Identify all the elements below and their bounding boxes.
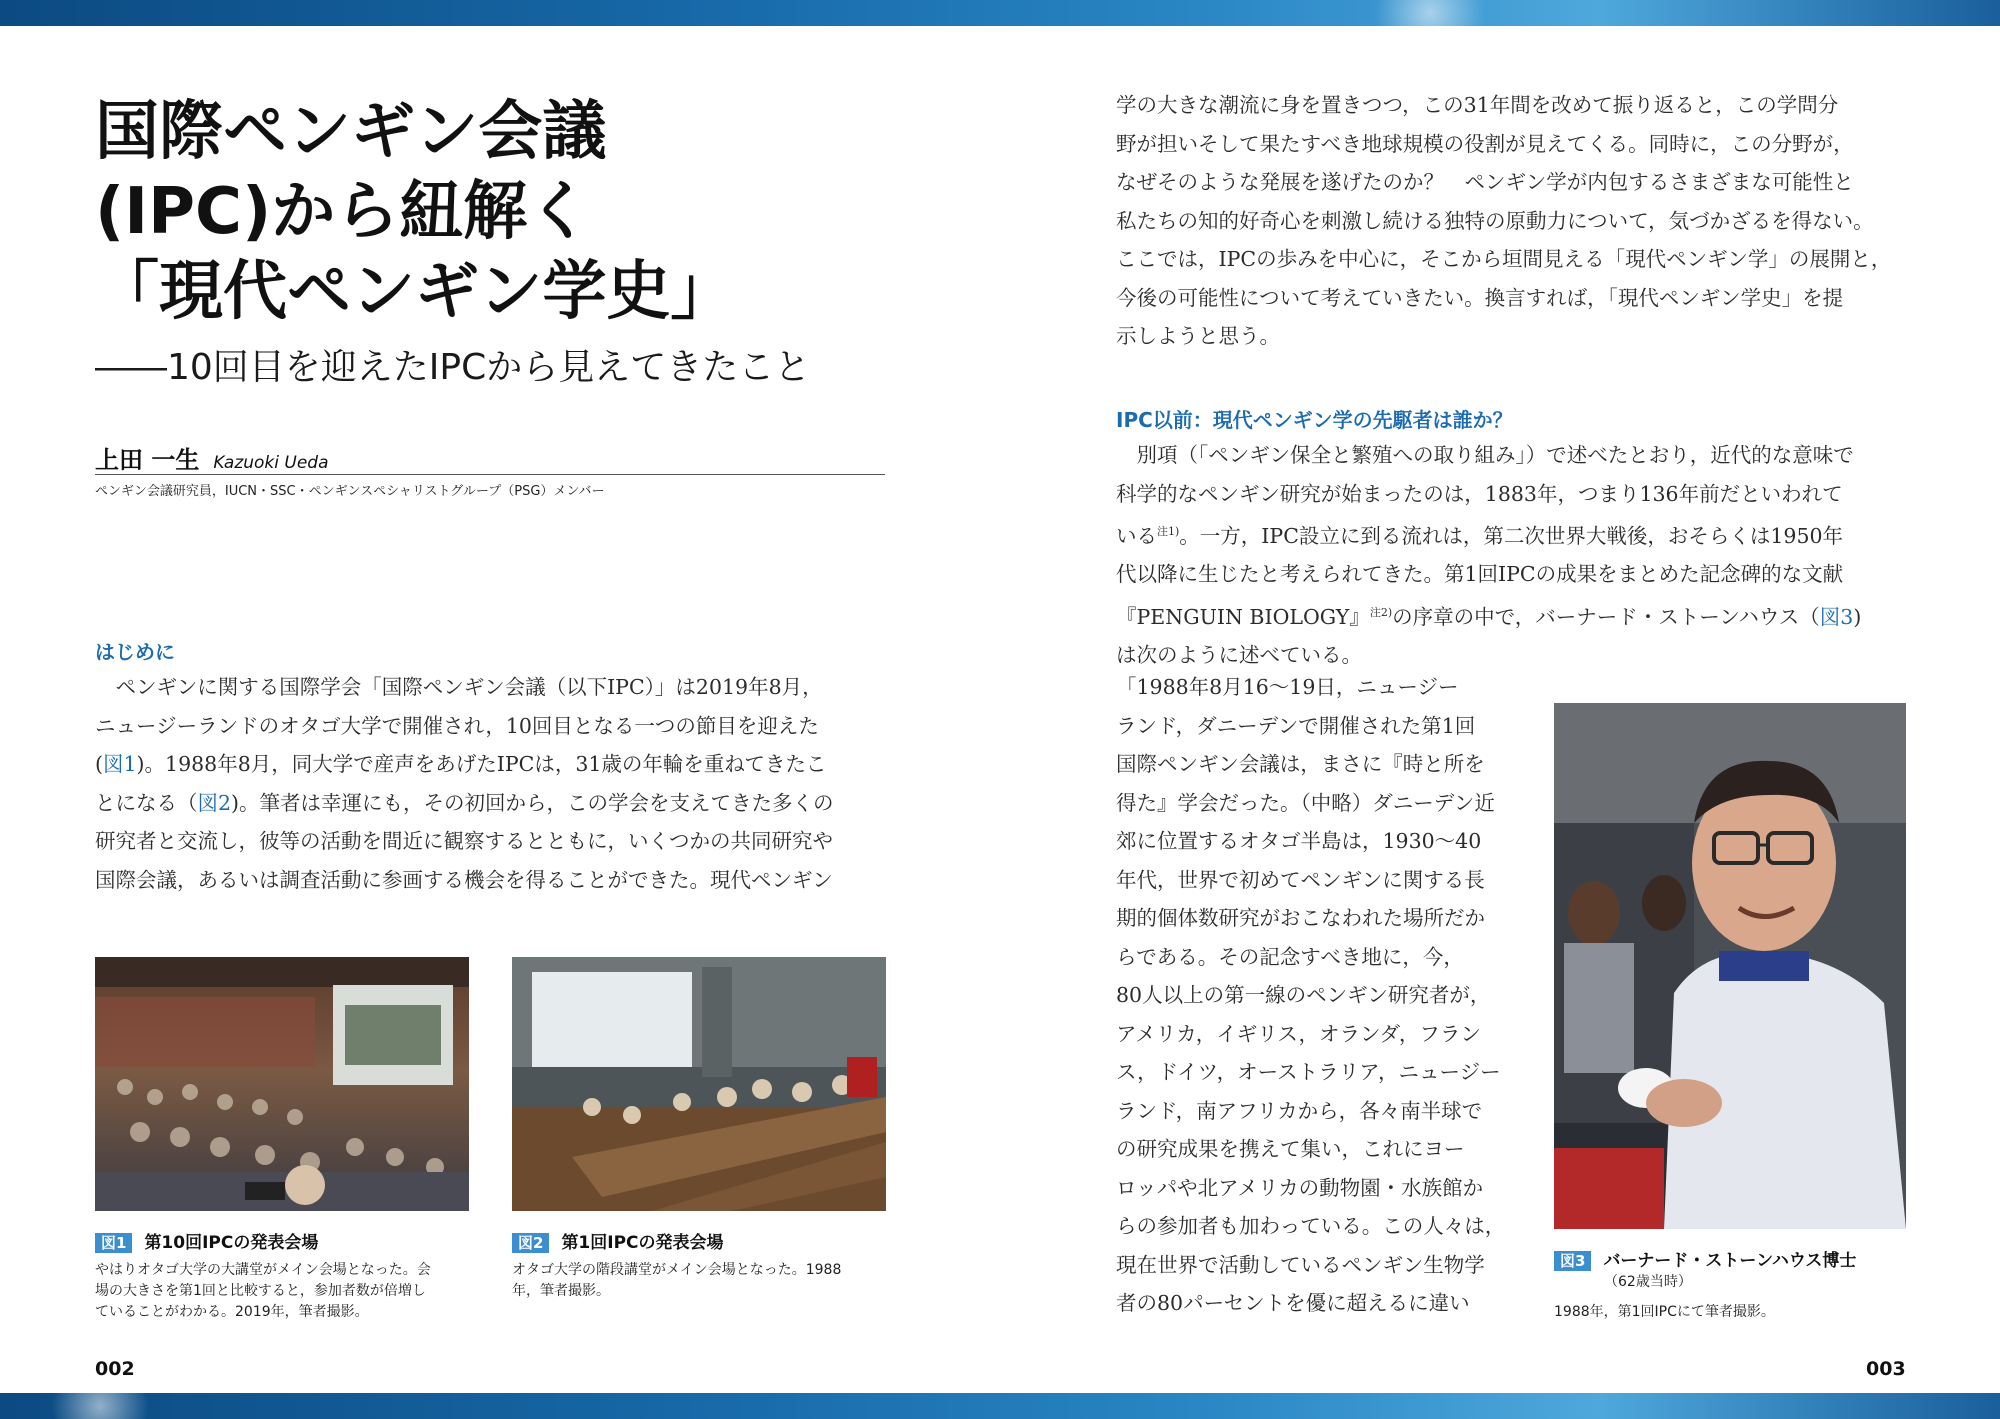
title-line: 「現代ペンギン学史」 [95,255,735,329]
article-subtitle: ――10回目を迎えたIPCから見えてきたこと [95,347,811,388]
bottom-color-band [0,1393,2000,1419]
figure-2-photo [512,957,886,1211]
figure-reference-link[interactable]: 図3 [1819,604,1854,629]
text-line: アメリカ，イギリス，オランダ，フラン [1116,1021,1481,1046]
text-line: 80人以上の第一線のペンギン研究者が， [1116,983,1491,1007]
figure-3-title-text: バーナード・ストーンハウス博士 [1603,1251,1857,1271]
section-heading: IPC以前：現代ペンギン学の先駆者は誰か？ [1116,408,1513,432]
author-affiliation: ペンギン会議研究員，IUCN・SSC・ペンギンスペシャリストグループ（PSG）メンバー [95,484,605,499]
figure-2-title [512,1228,724,1253]
page-number-right: 003 [1866,1358,1906,1380]
text-line: は次のように述べている。 [1116,643,1362,668]
body-paragraph [1116,436,1926,675]
title-line: (IPC)から紐解く [95,175,592,249]
text-line: 『PENGUIN BIOLOGY』$^{注2)}$の序章の中で，バーナード・ストーンハウス（図3) [1116,604,1862,629]
figure-3-tag: 図3 [1554,1251,1591,1271]
text-line: 者の80パーセントを優に超えるに違い [1116,1291,1470,1315]
figure-1-caption [95,1260,467,1323]
intro-continued-paragraph [1116,86,1926,356]
text-line: いる$^{注1)}$。一方，IPC設立に到る流れは，第二次世界大戦後，おそらくは1950年 [1116,523,1844,548]
caption-line: オタゴ大学の階段講堂がメイン会場となった。1988 [512,1262,842,1278]
text-line: とになる（図2)。筆者は幸運にも，その初回から，この学会を支えてきた多くの [95,790,834,815]
text-line: らである。その記念すべき地に，今， [1116,944,1464,969]
figure-2-caption [512,1260,884,1302]
author-name: 上田 一生 [95,446,200,474]
band-sparkle [1340,0,1520,26]
text-line: 学の大きな潮流に身を置きつつ，この31年間を改めて振り返ると，この学問分 [1116,93,1839,117]
text-line: ここでは，IPCの歩みを中心に，そこから垣間見える「現代ペンギン学」の展開と， [1116,247,1892,271]
figure-3-caption [1554,1302,1775,1323]
title-line: 国際ペンギン会議 [95,95,607,169]
author-name-en: Kazuoki Ueda [213,453,329,473]
footnote-reference[interactable]: 注2) [1369,605,1393,619]
figure-reference-link[interactable]: 図1 [103,752,137,776]
footnote-reference[interactable]: 注1) [1157,525,1180,538]
text-line: 年代，世界で初めてペンギンに関する長 [1116,867,1485,892]
figure-3-title [1554,1246,1856,1271]
band-sparkle [20,1393,180,1419]
text-line: 得た』学会だった。（中略）ダニーデン近 [1116,790,1495,815]
caption-line: やはりオタゴ大学の大講堂がメイン会場となった。会 [95,1262,431,1278]
text-line: 野が担いそして果たすべき地球規模の役割が見えてくる。同時に，この分野が， [1116,131,1854,156]
text-line: 別項（「ペンギン保全と繁殖への取り組み」）で述べたとおり，近代的な意味で [1116,443,1854,467]
text-line: ペンギンに関する国際学会「国際ペンギン会議（以下IPC）」は2019年8月， [95,675,823,699]
section-heading: はじめに [95,640,175,664]
article-title [95,92,895,332]
text-line: 示しようと思う。 [1116,324,1280,348]
figure-3-photo [1554,703,1906,1229]
figure-2-title-text: 第1回IPCの発表会場 [561,1233,724,1253]
figure-2-tag: 図2 [512,1233,549,1253]
author-row [95,440,885,475]
text-line: 研究者と交流し，彼等の活動を間近に観察するとともに，いくつかの共同研究や [95,829,833,853]
figure-1-title [95,1228,318,1253]
caption-line: 年，筆者撮影。 [512,1283,610,1299]
text-line: らの参加者も加わっている。この人々は， [1116,1214,1506,1238]
text-line: の研究成果を携えて集い，これにヨー [1116,1137,1465,1161]
text-line: ランド，南アフリカから，各々南半球で [1116,1098,1483,1123]
text-line: 科学的なペンギン研究が始まったのは，1883年，つまり136年前だといわれて [1116,481,1843,506]
text-line: 今後の可能性について考えていきたい。換言すれば，「現代ペンギン学史」を提 [1116,285,1844,310]
quote-paragraph [1116,668,1516,1323]
figure-1-tag: 図1 [95,1233,132,1253]
text-line: 郊に位置するオタゴ半島は，1930〜40 [1116,829,1482,853]
figure-reference-link[interactable]: 図2 [197,790,232,815]
figure-3-subtitle: （62歳当時） [1604,1274,1692,1290]
text-line: 国際会議，あるいは調査活動に参画する機会を得ることができた。現代ペンギン [95,867,833,892]
text-line: (図1)。1988年8月，同大学で産声をあげたIPCは，31歳の年輪を重ねてきたこ [95,752,827,776]
text-line: ニュージーランドのオタゴ大学で開催され，10回目となる一つの節目を迎えた [95,713,819,738]
text-line: 「1988年8月16〜19日，ニュージー [1116,675,1459,699]
text-line: 私たちの知的好奇心を刺激し続ける独特の原動力について，気づかざるを得ない。 [1116,208,1874,233]
text-line: ランド，ダニーデンで開催された第1回 [1116,713,1476,738]
figure-1-title-text: 第10回IPCの発表会場 [144,1233,319,1253]
page-number-left: 002 [95,1358,135,1380]
figure-1-photo [95,957,469,1211]
text-line: 代以降に生じたと考えられてきた。第1回IPCの成果をまとめた記念碑的な文献 [1116,562,1844,587]
text-line: 国際ペンギン会議は，まさに『時と所を [1116,752,1485,776]
text-line: 現在世界で活動しているペンギン生物学 [1116,1252,1485,1277]
top-color-band [0,0,2000,26]
text-line: ス，ドイツ，オーストラリア，ニュージー [1116,1060,1501,1084]
caption-line: 場の大きさを第1回と比較すると，参加者数が倍増し [95,1283,426,1299]
text-line: 期的個体数研究がおこなわれた場所だか [1116,906,1485,930]
intro-paragraph [95,668,895,899]
caption-line: 1988年，第1回IPCにて筆者撮影。 [1554,1304,1775,1320]
text-line: ロッパや北アメリカの動物園・水族館か [1116,1175,1484,1200]
caption-line: ていることがわかる。2019年，筆者撮影。 [95,1304,369,1320]
text-line: なぜそのような発展を遂げたのか？ ペンギン学が内包するさまざまな可能性と [1116,170,1854,194]
